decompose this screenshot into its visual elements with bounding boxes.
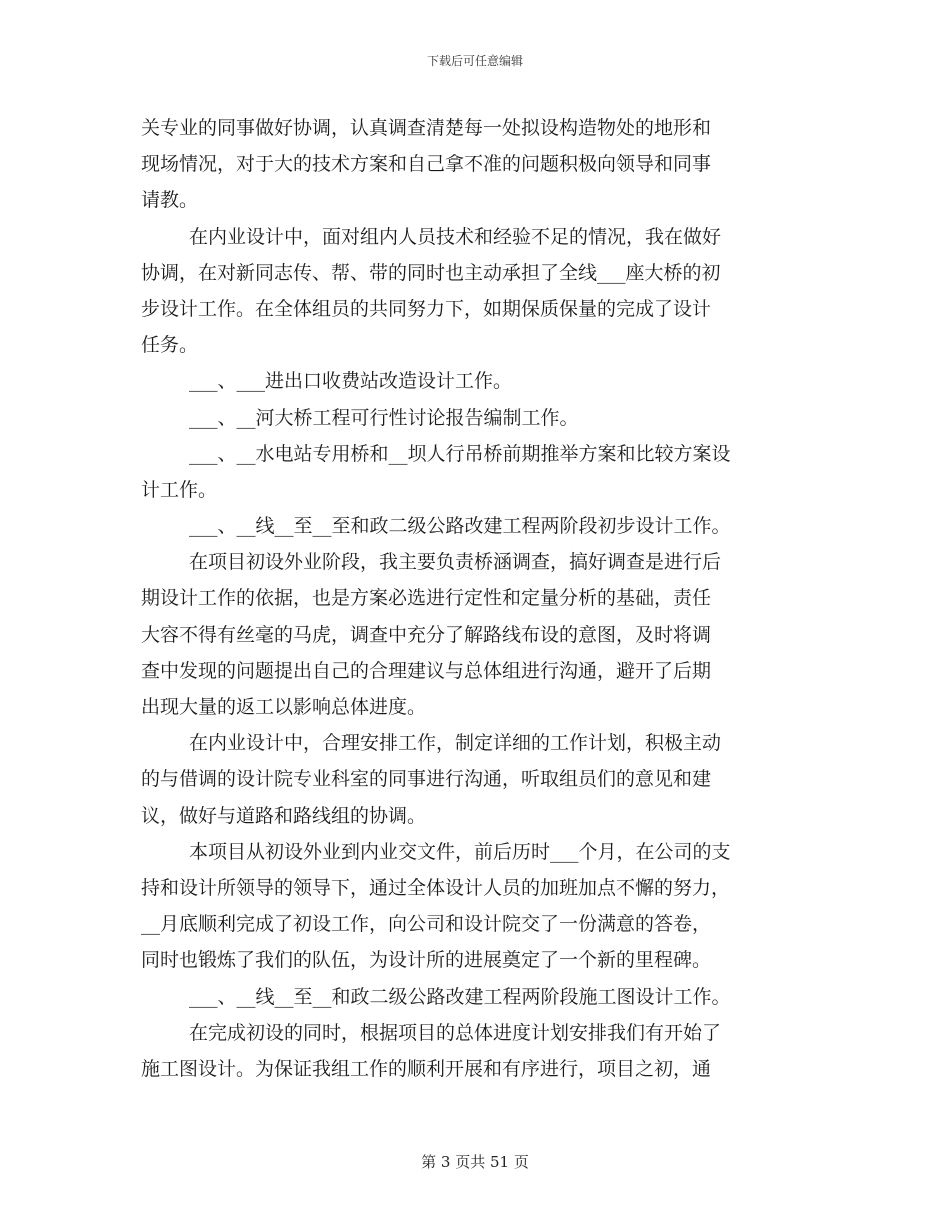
- text-line: 步设计工作。在全体组员的共同努力下，如期保质保量的完成了设计: [141, 297, 712, 320]
- text-line: 期设计工作的依据，也是方案必选进行定性和定量分析的基础，责任: [141, 587, 712, 610]
- text-line: 请教。: [141, 189, 199, 212]
- text-line: 查中发现的问题提出自己的合理建议与总体组进行沟通，避开了后期: [141, 659, 712, 682]
- text-line: 施工图设计。为保证我组工作的顺利开展和有序进行，项目之初，通: [141, 1057, 712, 1080]
- document-body: [141, 110, 806, 1087]
- text-line: ___、__水电站专用桥和__坝人行吊桥前期推举方案和比较方案设: [189, 442, 731, 465]
- text-line: 出现大量的返工以影响总体进度。: [141, 696, 427, 718]
- text-line: 协调，在对新同志传、帮、带的同时也主动承担了全线___座大桥的初: [141, 261, 721, 284]
- text-line: 本项目从初设外业到内业交文件，前后历时___个月，在公司的支: [189, 840, 731, 863]
- text-line: ___、__线__至__至和政二级公路改建工程两阶段初步设计工作。: [189, 515, 731, 538]
- text-line: 持和设计所领导的领导下，通过全体设计人员的加班加点不懈的努力，: [141, 876, 731, 899]
- text-line: 计工作。: [141, 478, 218, 501]
- page-footer: 第 3 页共 51 页: [421, 1153, 529, 1171]
- page-header: 下载后可任意编辑: [426, 54, 523, 68]
- text-line: 在完成初设的同时，根据项目的总体进度计划安排我们有开始了: [189, 1021, 722, 1044]
- text-line: 在内业设计中，合理安排工作，制定详细的工作计划，积极主动: [189, 732, 722, 755]
- text-line: 议，做好与道路和路线组的协调。: [141, 804, 427, 827]
- text-line: 在项目初设外业阶段，我主要负责桥涵调查，搞好调查是进行后: [189, 551, 722, 574]
- text-line: 大容不得有丝毫的马虎，调查中充分了解路线布设的意图，及时将调: [141, 623, 712, 646]
- text-line: ___、__河大桥工程可行性讨论报告编制工作。: [189, 406, 579, 429]
- text-line: ___、___进出口收费站改造设计工作。: [189, 370, 513, 393]
- text-line: 现场情况，对于大的技术方案和自己拿不准的问题积极向领导和同事: [141, 153, 712, 176]
- text-line: 关专业的同事做好协调，认真调查清楚每一处拟设构造物处的地形和: [141, 117, 712, 139]
- text-line: __月底顺利完成了初设工作，向公司和设计院交了一份满意的答卷，: [141, 913, 712, 936]
- text-line: ___、__线__至__和政二级公路改建工程两阶段施工图设计工作。: [189, 985, 731, 1008]
- text-line: 在内业设计中，面对组内人员技术和经验不足的情况，我在做好: [189, 225, 722, 248]
- text-line: 任务。: [141, 334, 199, 357]
- text-line: 的与借调的设计院专业科室的同事进行沟通，听取组员们的意见和建: [141, 768, 712, 791]
- text-line: 同时也锻炼了我们的队伍，为设计所的进展奠定了一个新的里程碑。: [141, 949, 712, 972]
